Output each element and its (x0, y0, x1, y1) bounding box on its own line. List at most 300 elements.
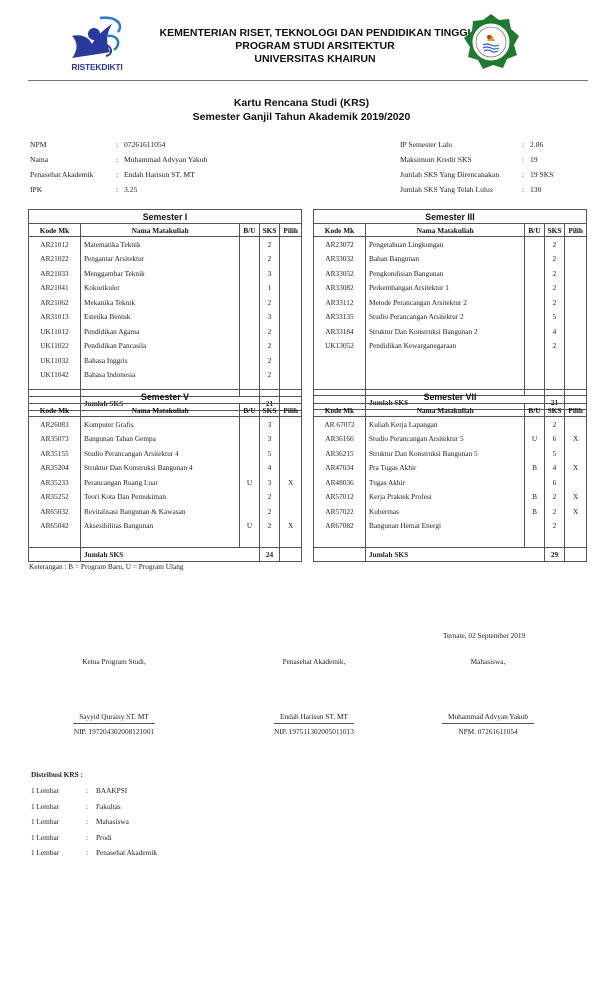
course-bu (525, 252, 544, 267)
info-colon: : (522, 140, 525, 149)
course-bu: U (240, 475, 259, 490)
course-row (314, 266, 587, 281)
course-name: Kokurikuler (81, 281, 240, 296)
document-title: Kartu Rencana Studi (KRS) (233, 97, 370, 109)
course-code: AR33135 (314, 310, 366, 325)
signature-name: Endah Harisun ST. MT (274, 712, 354, 724)
signature-role: Mahasiswa, (470, 657, 506, 666)
info-colon: : (522, 185, 525, 194)
course-name: Bangunan Tahan Gempa (81, 432, 240, 447)
info-row-sks-lulus (400, 185, 600, 200)
course-sks: 2 (259, 295, 280, 310)
signature-role: Ketua Program Studi, (82, 657, 146, 666)
total-label: Jumlah SKS (81, 548, 260, 562)
document-subtitle: Semester Ganjil Tahun Akademik 2019/2020 (192, 111, 411, 123)
course-row (29, 281, 302, 296)
col-pilih: Pilih (280, 224, 302, 237)
course-sks: 2 (259, 339, 280, 354)
course-pilih-mark (280, 504, 302, 519)
course-name: Metode Perancangan Arsitektur 2 (366, 295, 525, 310)
column-header-row (314, 404, 587, 417)
course-pilih-mark (280, 252, 302, 267)
course-pilih-mark (280, 266, 302, 281)
student-info-right (400, 140, 600, 200)
course-code: UK11032 (29, 353, 81, 368)
course-bu: B (525, 461, 544, 476)
header-line-2: PROGRAM STUDI ARSITEKTUR (235, 40, 395, 52)
col-nama: Nama Matakuliah (366, 404, 525, 417)
course-name: Matematika Teknik (81, 237, 240, 252)
info-colon: : (522, 155, 525, 164)
course-sks: 2 (544, 281, 565, 296)
course-name: Bahasa Indonesia (81, 368, 240, 383)
column-header-row (29, 224, 302, 237)
course-row (29, 353, 302, 368)
empty-row (29, 533, 302, 548)
course-pilih-mark (280, 324, 302, 339)
course-row (314, 324, 587, 339)
course-pilih-mark (565, 252, 587, 267)
col-pilih: Pilih (565, 224, 587, 237)
semester-table (28, 209, 302, 411)
course-bu (240, 368, 259, 383)
course-pilih-mark (280, 295, 302, 310)
info-row-ipk (30, 185, 310, 200)
course-row (29, 432, 302, 447)
info-label: Maksimum Kredit SKS (400, 155, 472, 164)
info-colon: : (116, 170, 119, 179)
info-value-ipk: 3.25 (124, 185, 138, 194)
course-row (314, 310, 587, 325)
course-name: Struktur Dan Konstruksi Bangunan 5 (366, 446, 525, 461)
distribusi-item: 1 Lembar : Mahasiswa (31, 817, 157, 833)
course-bu (240, 417, 259, 432)
distribusi-to: Penasehat Akademik (96, 848, 157, 857)
col-nama: Nama Matakuliah (81, 224, 240, 237)
keterangan-note: Keterangan : B = Program Baru, U = Program Ulang (29, 562, 184, 571)
course-name: Kubermas (366, 504, 525, 519)
ristekdikti-logo (66, 14, 128, 74)
course-bu (525, 324, 544, 339)
total-row (314, 548, 587, 562)
col-sks: SKS (544, 404, 565, 417)
info-label: Jumlah SKS Yang Telah Lulus (400, 185, 493, 194)
course-sks: 3 (259, 310, 280, 325)
distribusi-item: 1 Lembar : Prodi (31, 833, 157, 849)
course-bu (240, 446, 259, 461)
course-bu (240, 237, 259, 252)
total-label: Jumlah SKS (81, 397, 260, 411)
col-sks: SKS (544, 224, 565, 237)
course-sks: 3 (259, 266, 280, 281)
signature-name: Sayyid Quraisy ST. MT (73, 712, 155, 724)
info-row-nama (30, 155, 310, 170)
course-code: AR21022 (29, 252, 81, 267)
course-code: AR67082 (314, 519, 366, 534)
info-value-max-sks: 19 (530, 155, 538, 164)
signature-role: Penasehat Akademik, (282, 657, 346, 666)
course-bu (525, 237, 544, 252)
course-pilih-mark (565, 519, 587, 534)
empty-row (314, 353, 587, 367)
course-row (314, 461, 587, 476)
course-name: Kuliah Kerja Lapangan (366, 417, 525, 432)
course-bu (240, 281, 259, 296)
course-bu (240, 266, 259, 281)
course-name: Bangunan Hemat Energi (366, 519, 525, 534)
course-row (314, 490, 587, 505)
semester-title: Semester V (29, 390, 302, 404)
course-code: AR21033 (29, 266, 81, 281)
col-bu: B/U (240, 404, 259, 417)
empty-row (314, 367, 587, 381)
semester-table (313, 389, 587, 562)
course-code: UK13052 (314, 339, 366, 354)
header-line-1: KEMENTERIAN RISET, TEKNOLOGI DAN PENDIDIKAN TINGGI (159, 27, 471, 39)
distribusi-to: Prodi (96, 832, 112, 842)
info-value-sks-lulus: 130 (530, 185, 542, 194)
course-name: Kerja Praktek Profesi (366, 490, 525, 505)
col-bu: B/U (525, 404, 544, 417)
course-row (29, 417, 302, 432)
course-name: Mekanika Teknik (81, 295, 240, 310)
course-code: AR33184 (314, 324, 366, 339)
course-row (29, 368, 302, 383)
course-bu: U (525, 432, 544, 447)
course-sks: 5 (544, 446, 565, 461)
course-sks: 2 (544, 519, 565, 534)
ristekdikti-logo-text: RISTEKDIKTI (71, 62, 123, 72)
course-code: UK11042 (29, 368, 81, 383)
course-code: AR33082 (314, 281, 366, 296)
course-bu: B (525, 504, 544, 519)
course-name: Struktur Dan Konstruksi Bangunan 2 (366, 324, 525, 339)
info-row-sks-direncanakan (400, 170, 600, 185)
course-pilih-mark (565, 237, 587, 252)
course-row (314, 475, 587, 490)
course-bu (525, 446, 544, 461)
course-pilih-mark: X (280, 475, 302, 490)
course-name: Pendidikan Kewarganegaraan (366, 339, 525, 354)
course-code: AR35204 (29, 461, 81, 476)
info-label: IP Semester Lalu (400, 140, 453, 149)
distribusi-to: Fakultas (96, 801, 121, 811)
course-row (314, 519, 587, 534)
info-value-sks-direncanakan: 19 SKS (530, 170, 554, 179)
total-label: Jumlah SKS (366, 396, 545, 410)
info-row-penasehat (30, 170, 310, 185)
course-row (29, 237, 302, 252)
course-pilih-mark (565, 417, 587, 432)
col-nama: Nama Matakuliah (366, 224, 525, 237)
course-sks: 6 (544, 475, 565, 490)
course-pilih-mark (280, 368, 302, 383)
course-pilih-mark (565, 295, 587, 310)
course-code: AR33112 (314, 295, 366, 310)
info-value-nama: Muhammad Advyan Yakub (124, 155, 208, 164)
info-row-npm (30, 140, 310, 155)
col-bu: B/U (240, 224, 259, 237)
col-kode: Kode Mk (314, 404, 366, 417)
course-name: Perancangan Ruang Luar (81, 475, 240, 490)
course-sks: 3 (259, 417, 280, 432)
course-sks: 1 (259, 281, 280, 296)
distribusi-qty: 1 Lembar (31, 801, 60, 811)
course-sks: 4 (544, 461, 565, 476)
course-sks: 2 (259, 504, 280, 519)
distribusi-qty: 1 Lembar (31, 832, 60, 842)
col-kode: Kode Mk (29, 224, 81, 237)
course-pilih-mark (280, 461, 302, 476)
total-sks: 24 (259, 548, 280, 562)
course-code: AR35252 (29, 490, 81, 505)
course-sks: 2 (544, 339, 565, 354)
info-row-ip-semester (400, 140, 600, 155)
course-sks: 5 (544, 310, 565, 325)
distribusi-to: BAAKPSI (96, 786, 128, 795)
course-pilih-mark (280, 353, 302, 368)
col-pilih: Pilih (565, 404, 587, 417)
distribusi-item: 1 Lembar : BAAKPSI (31, 786, 157, 802)
distribusi-item: 1 Lembar : Penasehat Akademik (31, 848, 157, 864)
distribusi-item: 1 Lembar : Fakultas (31, 802, 157, 818)
course-bu: B (525, 490, 544, 505)
course-sks: 2 (544, 417, 565, 432)
course-pilih-mark (280, 339, 302, 354)
course-sks: 2 (259, 324, 280, 339)
course-row (29, 295, 302, 310)
course-code: AR21062 (29, 295, 81, 310)
course-row (314, 237, 587, 252)
distribusi-title: Distribusi KRS : (31, 770, 83, 779)
course-name: Revitalisasi Bangunan & Kawasan (81, 504, 240, 519)
course-name: Struktur Dan Konstruksi Bangunan 4 (81, 461, 240, 476)
course-pilih-mark (280, 432, 302, 447)
course-code: AR35155 (29, 446, 81, 461)
course-sks: 2 (544, 252, 565, 267)
info-label: IPK (30, 185, 43, 194)
info-colon: : (116, 140, 119, 149)
course-sks: 2 (259, 237, 280, 252)
distribusi-qty: 1 Lembar (31, 817, 60, 826)
course-bu (240, 461, 259, 476)
course-pilih-mark (280, 446, 302, 461)
course-code: AR35233 (29, 475, 81, 490)
course-name: Bahan Bangunan (366, 252, 525, 267)
course-code: AR57012 (314, 490, 366, 505)
distribusi-to: Mahasiswa (96, 817, 129, 826)
course-name: Studio Perancangan Arsitektur 4 (81, 446, 240, 461)
course-row (29, 310, 302, 325)
course-code: AR33052 (314, 266, 366, 281)
course-bu: U (240, 519, 259, 534)
course-pilih-mark: X (565, 504, 587, 519)
course-pilih-mark: X (565, 461, 587, 476)
distribusi-qty: 1 Lembar (31, 848, 60, 857)
universitas-khairun-emblem (461, 12, 521, 72)
course-pilih-mark (565, 475, 587, 490)
info-label: Jumlah SKS Yang Direncanakan (400, 170, 500, 179)
course-name: Pengetahuan Lingkungan (366, 237, 525, 252)
signature-name: Muhammad Advyan Yakub (442, 712, 534, 724)
course-code: AR36215 (314, 446, 366, 461)
course-name: Komputer Grafis (81, 417, 240, 432)
course-bu (525, 310, 544, 325)
empty-row (314, 533, 587, 548)
course-row (29, 266, 302, 281)
course-row (314, 446, 587, 461)
course-row (29, 252, 302, 267)
course-name: Studio Perancangan Arsitektur 5 (366, 432, 525, 447)
course-name: Pendidikan Pancasila (81, 339, 240, 354)
course-sks: 2 (259, 353, 280, 368)
info-label: NPM (30, 140, 47, 149)
course-sks: 5 (259, 446, 280, 461)
course-code: AR23072 (314, 237, 366, 252)
course-bu (525, 266, 544, 281)
course-code: AR48036 (314, 475, 366, 490)
course-name: Studio Perancangan Arsitektur 2 (366, 310, 525, 325)
course-pilih-mark (280, 490, 302, 505)
course-row (314, 339, 587, 354)
course-bu (240, 490, 259, 505)
course-row (29, 324, 302, 339)
course-sks: 3 (259, 475, 280, 490)
course-name: Pengkondisian Bangunan (366, 266, 525, 281)
column-header-row (314, 224, 587, 237)
signature-ketua-prodi (39, 657, 189, 736)
course-name: Tugas Akhir (366, 475, 525, 490)
course-code: AR 67072 (314, 417, 366, 432)
course-bu (240, 339, 259, 354)
course-row (29, 339, 302, 354)
course-pilih-mark (565, 281, 587, 296)
course-row (314, 432, 587, 447)
total-sks: 21 (259, 397, 280, 411)
signature-id: NPM. 07261611054 (458, 727, 518, 736)
course-code: UK11012 (29, 324, 81, 339)
course-sks: 2 (259, 519, 280, 534)
course-row (29, 475, 302, 490)
info-value-npm: 07261611054 (124, 140, 166, 149)
course-pilih-mark (280, 310, 302, 325)
signature-mahasiswa (413, 657, 563, 736)
info-row-max-sks (400, 155, 600, 170)
course-name: Bahasa Inggris (81, 353, 240, 368)
course-pilih-mark (565, 446, 587, 461)
course-bu (525, 295, 544, 310)
course-pilih-mark (565, 310, 587, 325)
course-code: AR57022 (314, 504, 366, 519)
total-label: Jumlah SKS (366, 548, 545, 562)
course-name: Aksesibilitas Bangunan (81, 519, 240, 534)
info-label: Nama (30, 155, 49, 164)
course-code: AR26083 (29, 417, 81, 432)
info-value-ip-semester: 2.86 (530, 140, 544, 149)
course-sks: 4 (544, 324, 565, 339)
course-bu (525, 519, 544, 534)
distribusi-section (31, 770, 157, 864)
course-row (314, 417, 587, 432)
course-code: AR65042 (29, 519, 81, 534)
semester-table (313, 209, 587, 410)
course-pilih-mark (565, 324, 587, 339)
signature-penasehat-akademik (239, 657, 389, 736)
course-sks: 6 (544, 432, 565, 447)
course-sks: 3 (259, 432, 280, 447)
course-code: UK11022 (29, 339, 81, 354)
course-bu (525, 417, 544, 432)
info-colon: : (116, 155, 119, 164)
course-sks: 2 (259, 368, 280, 383)
course-row (29, 519, 302, 534)
place-date: Ternate, 02 September 2019 (443, 631, 526, 640)
course-sks: 2 (544, 237, 565, 252)
course-code: AR35073 (29, 432, 81, 447)
info-label: Penasehat Akademik (30, 170, 94, 179)
signature-id: NIP. 197204302008121001 (73, 727, 155, 736)
course-row (29, 490, 302, 505)
course-name: Perkembangan Arsitektur 1 (366, 281, 525, 296)
course-row (29, 461, 302, 476)
col-bu: B/U (525, 224, 544, 237)
semester-title: Semester III (314, 210, 587, 224)
course-pilih-mark (565, 266, 587, 281)
info-colon: : (116, 185, 119, 194)
course-name: Teori Kota Dan Pemukiman (81, 490, 240, 505)
course-pilih-mark (280, 281, 302, 296)
course-sks: 2 (259, 490, 280, 505)
column-header-row (29, 404, 302, 417)
total-sks: 29 (544, 548, 565, 562)
course-bu (240, 310, 259, 325)
course-bu (525, 475, 544, 490)
total-sks: 21 (544, 396, 565, 410)
course-bu (240, 504, 259, 519)
course-name: Estetika Bentuk (81, 310, 240, 325)
course-pilih-mark: X (565, 490, 587, 505)
col-sks: SKS (259, 224, 280, 237)
course-bu (240, 252, 259, 267)
course-sks: 2 (259, 252, 280, 267)
header-divider (28, 80, 588, 81)
col-kode: Kode Mk (314, 224, 366, 237)
course-name: Pra Tugas Akhir (366, 461, 525, 476)
course-row (314, 281, 587, 296)
course-pilih-mark: X (565, 432, 587, 447)
course-sks: 2 (544, 490, 565, 505)
course-pilih-mark (280, 417, 302, 432)
course-row (314, 252, 587, 267)
course-row (29, 446, 302, 461)
info-value-penasehat: Endah Harisun ST. MT (124, 170, 195, 179)
semester-title: Semester I (29, 210, 302, 224)
course-code: AR21012 (29, 237, 81, 252)
khairun-emblem-icon (461, 12, 521, 72)
course-code: AR36166 (314, 432, 366, 447)
course-name: Pengantar Arsitektur (81, 252, 240, 267)
info-colon: : (522, 170, 525, 179)
course-sks: 4 (259, 461, 280, 476)
course-code: AR65032 (29, 504, 81, 519)
course-code: AR47034 (314, 461, 366, 476)
course-bu (240, 432, 259, 447)
course-row (29, 504, 302, 519)
course-code: AR31013 (29, 310, 81, 325)
col-kode: Kode Mk (29, 404, 81, 417)
total-row (29, 548, 302, 562)
header-line-3: UNIVERSITAS KHAIRUN (254, 53, 376, 65)
